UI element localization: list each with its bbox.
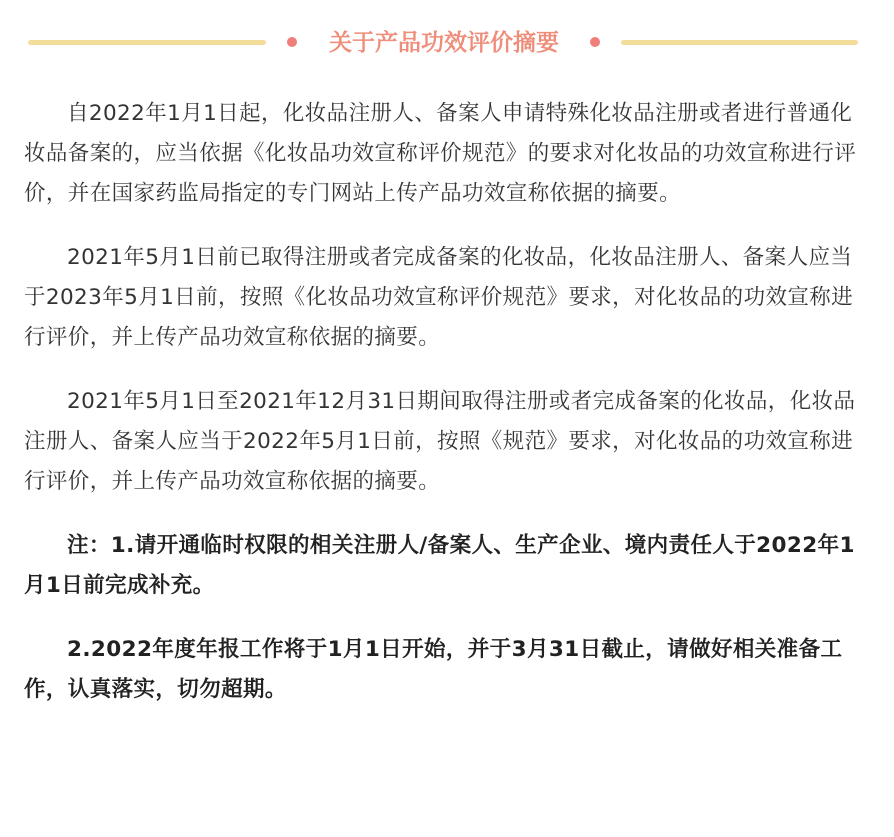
header-left-rule: [28, 40, 266, 45]
section-header: [28, 22, 858, 62]
header-right-dot-icon: [590, 37, 600, 47]
paragraph-before-may-2021: 2021年5月1日前已取得注册或者完成备案的化妆品，化妆品注册人、备案人应当于2023年5月1日前，按照《化妆品功效宣称评价规范》要求，对化妆品的功效宣称进行评价，并上传产品功效宣称依据的摘要。: [24, 245, 854, 350]
paragraph-effective-date: 自2022年1月1日起，化妆品注册人、备案人申请特殊化妆品注册或者进行普通化妆品备案的，应当依据《化妆品功效宣称评价规范》的要求对化妆品的功效宣称进行评价，并在国家药监局指定的专门网站上传产品功效宣称依据的摘要。: [24, 101, 857, 206]
header-right-rule: [621, 40, 858, 45]
header-left-dot-icon: [287, 37, 297, 47]
paragraph-may-to-dec-2021: 2021年5月1日至2021年12月31日期间取得注册或者完成备案的化妆品，化妆品注册人、备案人应当于2022年5月1日前，按照《规范》要求，对化妆品的功效宣称进行评价，并上传产品功效宣称依据的摘要。: [24, 389, 856, 494]
section-title: 关于产品功效评价摘要: [329, 30, 559, 56]
note-item-2: 2.2022年度年报工作将于1月1日开始，并于3月31日截止，请做好相关准备工作，认真落实，切勿超期。: [24, 637, 843, 702]
note-item-1: 注：1.请开通临时权限的相关注册人/备案人、生产企业、境内责任人于2022年1月1日前完成补充。: [24, 533, 855, 598]
article-body: [24, 94, 864, 734]
